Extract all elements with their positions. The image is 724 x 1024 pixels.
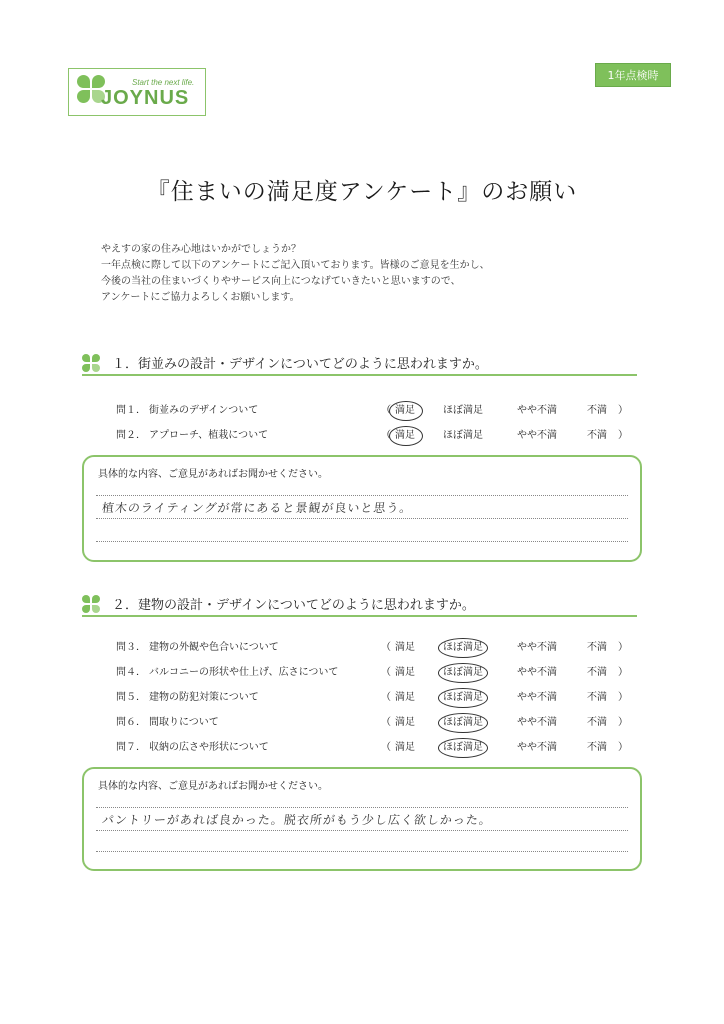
paren-open: （ <box>381 642 391 653</box>
selected-answer-circle <box>438 738 488 758</box>
intro-line: 一年点検に際して以下のアンケートにご記入頂いております。皆様のご意見を生かし、 <box>101 260 490 271</box>
paren-close: ） <box>618 405 628 416</box>
paren-close: ） <box>618 667 628 678</box>
comment-line <box>96 495 628 496</box>
option-somewhat-dissatisfied[interactable]: やや不満 <box>517 667 557 678</box>
option-satisfied[interactable]: 満足 <box>395 692 415 703</box>
clover-leaf-icon <box>77 90 90 103</box>
option-satisfied[interactable]: 満足 <box>395 667 415 678</box>
option-dissatisfied[interactable]: 不満 <box>587 692 607 703</box>
selected-answer-circle <box>438 638 488 658</box>
option-somewhat-dissatisfied[interactable]: やや不満 <box>517 642 557 653</box>
question-number: 問１． <box>116 405 146 416</box>
comment-line <box>96 518 628 519</box>
question-text: 街並みのデザインついて <box>149 405 259 416</box>
question-row <box>116 686 636 704</box>
option-mostly-satisfied[interactable]: ほぼ満足 <box>443 405 483 416</box>
question-row <box>116 661 636 679</box>
comment-line <box>96 541 628 542</box>
comment-box-2 <box>82 767 642 871</box>
comment-label: 具体的な内容、ご意見があればお聞かせください。 <box>98 469 328 480</box>
paren-close: ） <box>618 692 628 703</box>
paren-open: （ <box>381 717 391 728</box>
question-number: 問４． <box>116 667 146 678</box>
comment-box-1 <box>82 455 642 562</box>
question-number: 問７． <box>116 742 146 753</box>
option-somewhat-dissatisfied[interactable]: やや不満 <box>517 692 557 703</box>
question-text: バルコニーの形状や仕上げ、広さについて <box>149 667 339 678</box>
option-somewhat-dissatisfied[interactable]: やや不満 <box>517 717 557 728</box>
option-dissatisfied[interactable]: 不満 <box>587 717 607 728</box>
inspection-badge: 1年点検時 <box>595 63 671 87</box>
selected-answer-circle <box>438 713 488 733</box>
selected-answer-circle <box>389 426 423 446</box>
option-mostly-satisfied[interactable]: ほぼ満足 <box>443 717 483 728</box>
question-row <box>116 424 636 442</box>
question-text: 収納の広さや形状について <box>149 742 269 753</box>
section-2-heading <box>82 593 637 617</box>
option-dissatisfied[interactable]: 不満 <box>587 430 607 441</box>
question-row <box>116 736 636 754</box>
paren-open: （ <box>381 692 391 703</box>
comment-label: 具体的な内容、ご意見があればお聞かせください。 <box>98 781 328 792</box>
comment-line <box>96 830 628 831</box>
clover-icon <box>82 595 100 613</box>
option-mostly-satisfied[interactable]: ほぼ満足 <box>443 742 483 753</box>
question-row <box>116 636 636 654</box>
option-dissatisfied[interactable]: 不満 <box>587 667 607 678</box>
option-dissatisfied[interactable]: 不満 <box>587 405 607 416</box>
comment-line <box>96 807 628 808</box>
joynus-logo <box>68 68 206 116</box>
section-heading-text: １．街並みの設計・デザインについてどのように思われますか。 <box>112 357 488 372</box>
paren-open: （ <box>381 430 391 441</box>
question-number: 問３． <box>116 642 146 653</box>
intro-line: やえすの家の住み心地はいかがでしょうか？ <box>101 244 301 255</box>
handwritten-comment: 植木のライティングが常にあると景観が良いと思う。 <box>101 501 414 515</box>
question-text: アプローチ、植栽について <box>149 430 269 441</box>
paren-open: （ <box>381 742 391 753</box>
paren-close: ） <box>618 717 628 728</box>
question-row <box>116 399 636 417</box>
question-text: 間取りについて <box>149 717 219 728</box>
option-satisfied[interactable]: 満足 <box>395 717 415 728</box>
page-title: 『住まいの満足度アンケート』のお願い <box>146 179 578 205</box>
option-satisfied[interactable]: 満足 <box>395 405 415 416</box>
question-text: 建物の外観や色合いについて <box>149 642 279 653</box>
option-mostly-satisfied[interactable]: ほぼ満足 <box>443 642 483 653</box>
option-mostly-satisfied[interactable]: ほぼ満足 <box>443 692 483 703</box>
question-row <box>116 711 636 729</box>
logo-tagline: Start the next life. <box>132 78 195 87</box>
section-1-heading <box>82 352 637 376</box>
option-somewhat-dissatisfied[interactable]: やや不満 <box>517 430 557 441</box>
option-satisfied[interactable]: 満足 <box>395 742 415 753</box>
question-number: 問６． <box>116 717 146 728</box>
paren-open: （ <box>381 667 391 678</box>
selected-answer-circle <box>438 688 488 708</box>
question-text: 建物の防犯対策について <box>149 692 259 703</box>
paren-close: ） <box>618 742 628 753</box>
option-mostly-satisfied[interactable]: ほぼ満足 <box>443 667 483 678</box>
selected-answer-circle <box>389 401 423 421</box>
question-number: 問２． <box>116 430 146 441</box>
option-mostly-satisfied[interactable]: ほぼ満足 <box>443 430 483 441</box>
clover-leaf-icon <box>77 75 90 88</box>
question-number: 問５． <box>116 692 146 703</box>
intro-line: アンケートにご協力よろしくお願いします。 <box>101 292 300 303</box>
comment-line <box>96 851 628 852</box>
option-somewhat-dissatisfied[interactable]: やや不満 <box>517 742 557 753</box>
option-satisfied[interactable]: 満足 <box>395 430 415 441</box>
clover-icon <box>82 354 100 372</box>
paren-close: ） <box>618 430 628 441</box>
logo-brand: JOYNUS <box>101 87 190 109</box>
option-dissatisfied[interactable]: 不満 <box>587 742 607 753</box>
paren-open: （ <box>381 405 391 416</box>
option-dissatisfied[interactable]: 不満 <box>587 642 607 653</box>
section-heading-text: ２．建物の設計・デザインについてどのように思われますか。 <box>112 598 475 613</box>
handwritten-comment: パントリーがあれば良かった。脱衣所がもう少し広く欲しかった。 <box>101 813 493 827</box>
option-somewhat-dissatisfied[interactable]: やや不満 <box>517 405 557 416</box>
selected-answer-circle <box>438 663 488 683</box>
option-satisfied[interactable]: 満足 <box>395 642 415 653</box>
paren-close: ） <box>618 642 628 653</box>
intro-line: 今後の当社の住まいづくりやサービス向上につなげていきたいと思いますので、 <box>101 276 461 287</box>
